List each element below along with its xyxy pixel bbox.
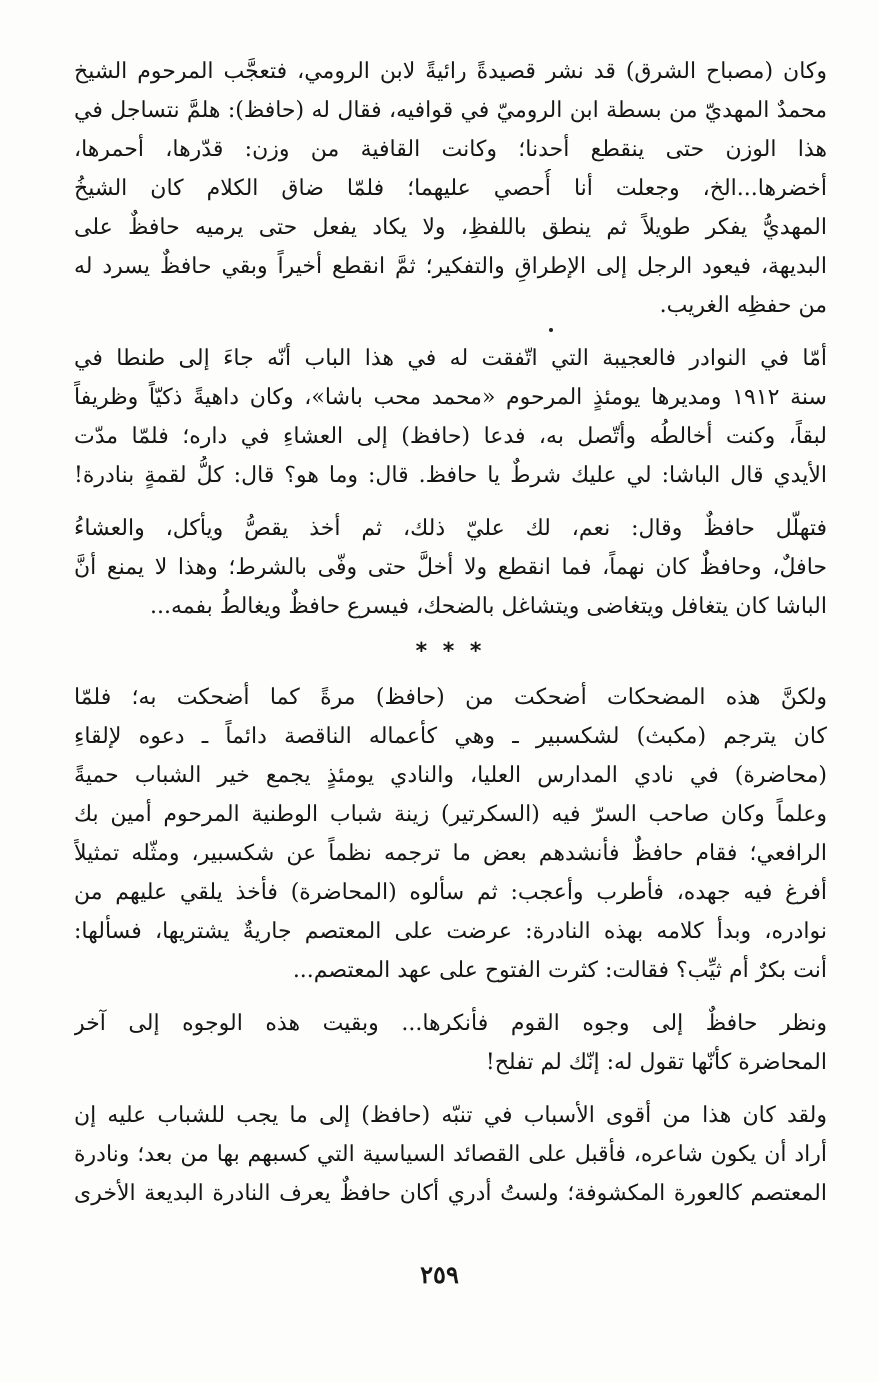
text-line: أمّا في النوادر فالعجيبة التي اتّفقت له في هذا الباب أنّه جاءَ إلى طنطا في	[74, 346, 827, 371]
text-line: سنة ١٩١٢ ومديرها يومئذٍ المرحوم «محمد محب باشا»، وكان داهيةً ذكيّاً وظريفاً	[74, 385, 827, 410]
text-line: (محاضرة) في نادي المدارس العليا، والنادي يومئذٍ يجمع خير الشباب حميةً	[74, 763, 827, 788]
body-text	[74, 52, 827, 1213]
text-line: وكان (مصباح الشرق) قد نشر قصيدةً رائيةً لابن الرومي، فتعجَّب المرحوم الشيخ	[74, 59, 827, 84]
section-separator: * * *	[415, 639, 486, 664]
text-line: فتهلّل حافظٌ وقال: نعم، لك عليّ ذلك، ثم أخذ يقصُّ ويأكل، والعشاءُ	[74, 516, 827, 541]
text-line: الأيدي قال الباشا: لي عليك شرطٌ يا حافظ. قال: وما هو؟ قال: كلُّ لقمةٍ بنادرة!	[74, 463, 827, 488]
text-line: ولقد كان هذا من أقوى الأسباب في تنبّه (حافظ) إلى ما يجب للشباب عليه إن	[74, 1103, 827, 1128]
text-line: هذا الوزن حتى ينقطع أحدنا؛ وكانت القافية من وزن: قدّرها، أحمرها،	[74, 137, 827, 162]
text-line: الباشا كان يتغافل ويتغاضى ويتشاغل بالضحك، فيسرع حافظٌ ويغالطُ بفمه...	[149, 594, 827, 619]
text-line: أخضرها...الخ، وجعلت أنا أُحصي عليهما؛ فلمّا ضاق الكلام كان الشيخُ	[74, 176, 827, 201]
text-line: البديهة، فيعود الرجل إلى الإطراقِ والتفكير؛ ثمَّ انقطع أخيراً وبقي حافظٌ يسرد له	[74, 254, 827, 279]
paragraph-4	[74, 678, 827, 990]
paragraph-1	[74, 52, 827, 325]
text-line: نوادره، وبدأ كلامه بهذه النادرة: عرضت على المعتصم جاريةٌ يشتريها، فسألها:	[74, 919, 827, 944]
text-line: من حفظِه الغريب.	[659, 293, 827, 318]
paragraph-3	[74, 509, 827, 626]
text-line: كان يترجم (مكبث) لشكسبير ـ وهي كأعماله الناقصة دائماً ـ دعوه لإلقاءِ	[74, 724, 827, 749]
page-number: ٢٥٩	[420, 1260, 459, 1289]
paragraph-5	[74, 1004, 827, 1082]
text-line: لبقاً، وكنت أخالطُه وأتّصل به، فدعا (حافظ) إلى العشاءِ في داره؛ فلمّا مدّت	[74, 424, 827, 449]
text-line: أنت بكرٌ أم ثيِّب؟ فقالت: كثرت الفتوح على عهد المعتصم...	[292, 958, 827, 983]
text-line: الرافعي؛ فقام حافظٌ فأنشدهم بعض ما ترجمه نظماً عن شكسبير، ومثّله تمثيلاً	[74, 841, 827, 866]
paragraph-6	[74, 1096, 827, 1213]
text-line: ولكنَّ هذه المضحكات أضحكت من (حافظ) مرةً كما أضحكت به؛ فلمّا	[74, 685, 827, 710]
text-line: المحاضرة كأنّها تقول له: إنّك لم تفلح!	[485, 1050, 827, 1075]
text-line: وعلماً وكان صاحب السرّ فيه (السكرتير) زينة شباب الوطنية المرحوم أمين بك	[74, 802, 827, 827]
text-line: محمدٌ المهديّ من بسطة ابن الروميّ في قوافيه، فقال له (حافظ): هلمَّ نتساجل في	[74, 98, 827, 123]
text-line: أراد أن يكون شاعره، فأقبل على القصائد السياسية التي كسبهم بها من بعد؛ ونادرة	[74, 1142, 827, 1167]
text-line: أفرغ فيه جهده، فأطرب وأعجب: ثم سألوه (المحاضرة) فأخذ يلقي عليهم من	[74, 880, 827, 905]
text-line: حافلٌ، وحافظٌ كان نهماً، فما انقطع ولا أخلَّ حتى وفّى بالشرط؛ وهذا لا يمنع أنَّ	[74, 555, 827, 580]
paragraph-2	[74, 339, 827, 495]
text-line: المهديُّ يفكر طويلاً ثم ينطق باللفظِ، ولا يكاد يفعل حتى يرميه حافظٌ على	[74, 215, 827, 240]
text-line: ونظر حافظٌ إلى وجوه القوم فأنكرها... وبقيت هذه الوجوه إلى آخر	[74, 1011, 827, 1036]
text-line: المعتصم كالعورة المكشوفة؛ ولستُ أدري أكان حافظٌ يعرف النادرة البديعة الأخرى	[74, 1181, 827, 1206]
